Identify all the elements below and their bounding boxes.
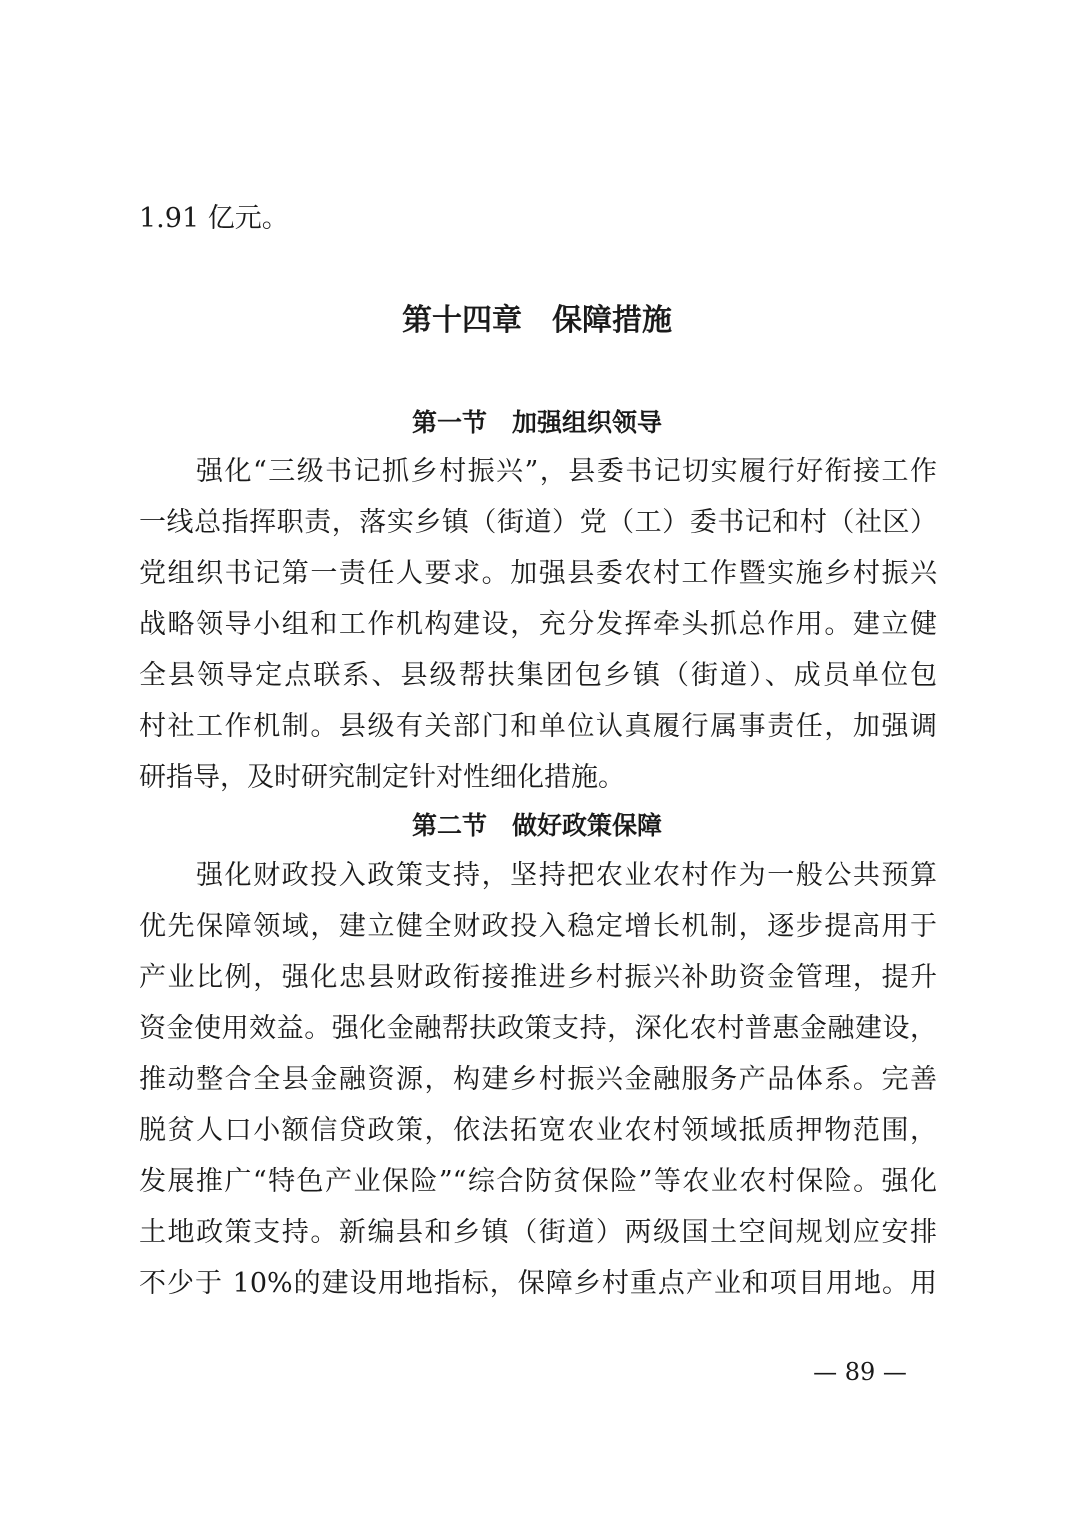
paragraph-line: 强化“三级书记抓乡村振兴”，县委书记切实履行好衔接工作 xyxy=(196,456,937,487)
paragraph-line: 推动整合全县金融资源，构建乡村振兴金融服务产品体系。完善 xyxy=(139,1064,937,1095)
paragraph-line: 村社工作机制。县级有关部门和单位认真履行属事责任，加强调 xyxy=(139,711,937,742)
paragraph-line: 发展推广“特色产业保险”“综合防贫保险”等农业农村保险。强化 xyxy=(139,1166,937,1197)
paragraph-line: 土地政策支持。新编县和乡镇（街道）两级国土空间规划应安排 xyxy=(139,1217,937,1248)
paragraph-line: 资金使用效益。强化金融帮扶政策支持，深化农村普惠金融建设， xyxy=(139,1013,937,1044)
page-number: — 89 — xyxy=(813,1358,907,1386)
paragraph-line: 强化财政投入政策支持，坚持把农业农村作为一般公共预算 xyxy=(196,860,937,891)
paragraph-line: 战略领导小组和工作机构建设，充分发挥牵头抓总作用。建立健 xyxy=(139,609,937,640)
continuation-text: 1.91 亿元。 xyxy=(139,203,289,234)
paragraph-line: 不少于 10%的建设用地指标，保障乡村重点产业和项目用地。用 xyxy=(139,1268,937,1299)
paragraph-line: 脱贫人口小额信贷政策，依法拓宽农业农村领域抵质押物范围， xyxy=(139,1115,937,1146)
paragraph-line: 研指导，及时研究制定针对性细化措施。 xyxy=(139,762,625,793)
section-title-2: 第二节 做好政策保障 xyxy=(411,811,662,840)
paragraph-line: 优先保障领域，建立健全财政投入稳定增长机制，逐步提高用于 xyxy=(139,911,937,942)
paragraph-line: 一线总指挥职责，落实乡镇（街道）党（工）委书记和村（社区） xyxy=(139,507,937,538)
paragraph-line: 产业比例，强化忠县财政衔接推进乡村振兴补助资金管理，提升 xyxy=(139,962,937,993)
paragraph-line: 党组织书记第一责任人要求。加强县委农村工作暨实施乡村振兴 xyxy=(139,558,937,589)
section-title-1: 第一节 加强组织领导 xyxy=(411,408,662,437)
chapter-title: 第十四章 保障措施 xyxy=(402,303,672,338)
paragraph-line: 全县领导定点联系、县级帮扶集团包乡镇（街道）、成员单位包 xyxy=(139,660,937,691)
